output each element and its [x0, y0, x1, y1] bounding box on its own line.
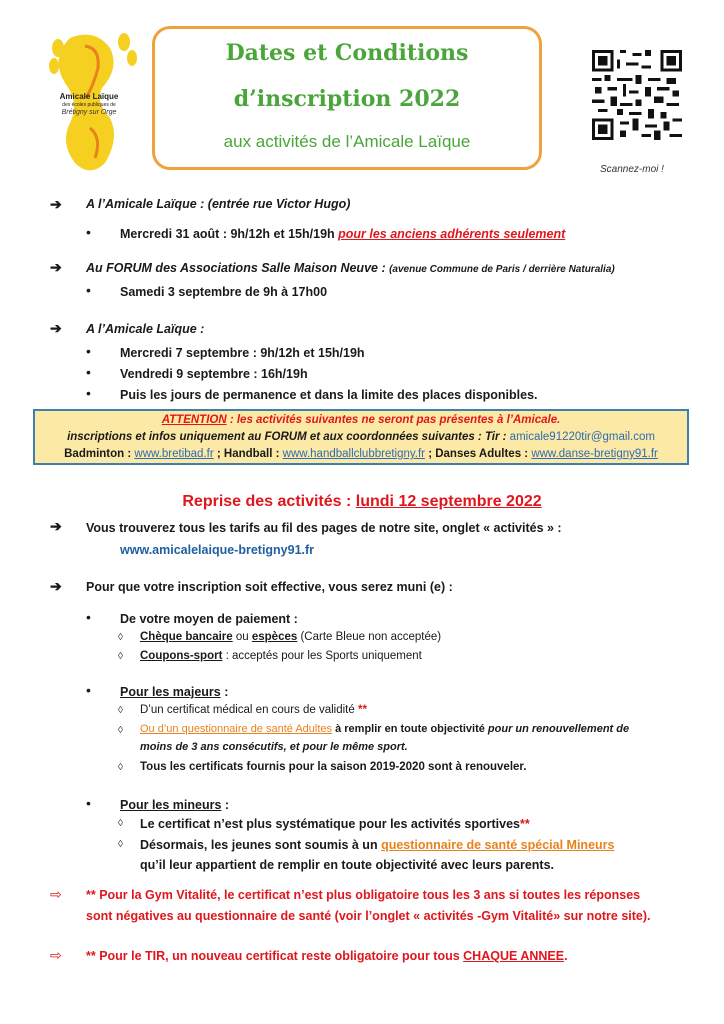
mineurs-line2-text: Désormais, les jeunes sont soumis à un [140, 838, 382, 852]
coupons-label: Coupons-sport [140, 650, 223, 662]
diamond-bullet-icon: ◊ [118, 839, 123, 850]
majeurs-heading [120, 685, 228, 699]
tir-note-under: CHAQUE ANNEE [463, 949, 565, 963]
majeurs-cert-text: D’un certificat médical en cours de validité [140, 704, 358, 716]
badminton-link[interactable]: www.bretibad.fr [134, 448, 214, 460]
tir-note-text: ** Pour le TIR, un nouveau certificat reste obligatoire pour tous [86, 949, 464, 963]
section3-item: Puis les jours de permanence et dans la limite des places disponibles. [120, 388, 538, 402]
coupons-line [140, 650, 422, 662]
mineurs-line3: qu’il leur appartient de remplir en toute objectivité avec leurs parents. [140, 858, 555, 872]
majeurs-quest-ital: pour un renouvellement de [487, 723, 630, 735]
diamond-bullet-icon: ◊ [118, 818, 123, 829]
bullet-icon: • [86, 795, 91, 811]
danses-label: ; Danses Adultes : [425, 448, 532, 460]
attention-line1-rest: : les activités suivantes ne seront pas présentes à l’Amicale. [226, 414, 561, 426]
mineurs-line2 [140, 838, 614, 852]
handball-label: ; Handball : [213, 448, 283, 460]
payment-heading: De votre moyen de paiement : [120, 612, 298, 626]
qr-code[interactable] [592, 50, 682, 140]
majeurs-heading-text: Pour les majeurs [120, 685, 221, 699]
payment-cb: (Carte Bleue non acceptée) [297, 631, 442, 643]
section1-item1 [120, 227, 565, 241]
diamond-bullet-icon: ◊ [118, 705, 123, 716]
logo-text-city: Brétigny sur Orge [61, 109, 117, 116]
qr-caption: Scannez-moi ! [600, 164, 664, 175]
coupons-rest: : acceptés pour les Sports uniquement [222, 650, 422, 662]
inscription-intro: Pour que votre inscription soit effective, vous serez muni (e) : [86, 580, 453, 594]
badminton-label: Badminton : [64, 448, 135, 460]
attention-line2 [33, 431, 689, 443]
logo-text-sub: des écoles publiques de [62, 102, 116, 108]
mineurs-quest-link[interactable]: questionnaire de santé spécial Mineurs [381, 838, 615, 852]
reprise-heading [0, 493, 724, 511]
section2-item1: Samedi 3 septembre de 9h à 17h00 [120, 285, 328, 299]
mineurs-heading-text: Pour les mineurs [120, 798, 222, 812]
attention-line2-text: inscriptions et infos uniquement au FORUM et aux coordonnées suivantes : Tir : [67, 431, 510, 443]
reprise-date: lundi 12 septembre 2022 [355, 493, 542, 510]
majeurs-cert [140, 704, 367, 716]
bullet-icon: • [86, 385, 91, 401]
bullet-icon: • [86, 282, 91, 298]
majeurs-renew: Tous les certificats fournis pour la saison 2019-2020 sont à renouveler. [140, 761, 527, 773]
diamond-bullet-icon: ◊ [118, 651, 123, 662]
attention-line1 [33, 414, 689, 426]
majeurs-quest-ital2: moins de 3 ans consécutifs, et pour le même sport. [140, 741, 408, 753]
right-arrow-icon: ➔ [50, 259, 62, 275]
logo-text-name: Amicale Laïque [59, 92, 119, 101]
bullet-icon: • [86, 364, 91, 380]
attention-label: ATTENTION [161, 414, 227, 426]
bullet-icon: • [86, 343, 91, 359]
site-link[interactable]: www.amicalelaique-bretigny91.fr [120, 543, 315, 557]
section3-heading: A l’Amicale Laïque : [86, 322, 205, 336]
bullet-icon: • [86, 682, 91, 698]
section1-item1-red: pour les anciens adhérents seulement [338, 227, 566, 241]
section2-heading-main: Au FORUM des Associations Salle Maison Neuve : [86, 261, 390, 275]
section3-item: Vendredi 9 septembre : 16h/19h [120, 367, 308, 381]
diamond-bullet-icon: ◊ [118, 632, 123, 643]
section2-heading-small: (avenue Commune de Paris / derrière Naturalia) [389, 264, 615, 275]
handball-link[interactable]: www.handballclubbretigny.fr [282, 448, 426, 460]
tir-email-link[interactable]: amicale91220tir@gmail.com [509, 431, 655, 443]
majeurs-quest-link[interactable]: Ou d’un questionnaire de santé Adultes [140, 723, 333, 735]
page-title-line2: d’inscription 2022 [233, 86, 461, 112]
right-arrow-icon: ➔ [50, 518, 62, 534]
mineurs-line1 [140, 817, 530, 831]
tir-note-end: . [564, 949, 568, 963]
bullet-icon: • [86, 609, 91, 625]
attention-line3 [33, 448, 689, 460]
bullet-icon: • [86, 224, 91, 240]
section1-item1-main: Mercredi 31 août : 9h/12h et 15h/19h [120, 227, 339, 241]
right-arrow-icon: ➔ [50, 578, 62, 594]
section1-heading: A l’Amicale Laïque : (entrée rue Victor Hugo) [86, 197, 351, 211]
stars: ** [520, 817, 530, 831]
danses-link[interactable]: www.danse-bretigny91.fr [531, 448, 658, 460]
diamond-bullet-icon: ◊ [118, 762, 123, 773]
mineurs-colon: : [221, 798, 230, 812]
section2-heading [86, 261, 615, 275]
payment-ou: ou [232, 631, 252, 643]
double-arrow-icon: ⇨ [50, 947, 62, 963]
payment-cheque: Chèque bancaire [140, 631, 233, 643]
double-arrow-icon: ⇨ [50, 886, 62, 902]
payment-especes: espèces [251, 631, 298, 643]
mineurs-heading [120, 798, 229, 812]
tarifs-text: Vous trouverez tous les tarifs au fil des pages de notre site, onglet « activités » : [86, 521, 562, 535]
diamond-bullet-icon: ◊ [118, 725, 123, 736]
tir-note [86, 949, 568, 963]
page-title-line1: Dates et Conditions [225, 40, 469, 66]
gym-note-line1: ** Pour la Gym Vitalité, le certificat n’est plus obligatoire tous les 3 ans si toutes les réponses [86, 888, 641, 902]
payment-methods [140, 631, 441, 643]
right-arrow-icon: ➔ [50, 320, 62, 336]
stars: ** [357, 704, 367, 716]
majeurs-colon: : [220, 685, 229, 699]
mineurs-line1-text: Le certificat n’est plus systématique pour les activités sportives [140, 817, 520, 831]
majeurs-quest-rest: à remplir en toute objectivité [332, 723, 488, 735]
gym-note-line2: sont négatives au questionnaire de santé (voir l’onglet « activités -Gym Vitalité» sur notre site). [86, 909, 651, 923]
page-subtitle: aux activités de l’Amicale Laïque [223, 132, 471, 151]
section3-item: Mercredi 7 septembre : 9h/12h et 15h/19h [120, 346, 365, 360]
right-arrow-icon: ➔ [50, 196, 62, 212]
reprise-label: Reprise des activités : [182, 493, 356, 510]
majeurs-quest [140, 723, 629, 735]
